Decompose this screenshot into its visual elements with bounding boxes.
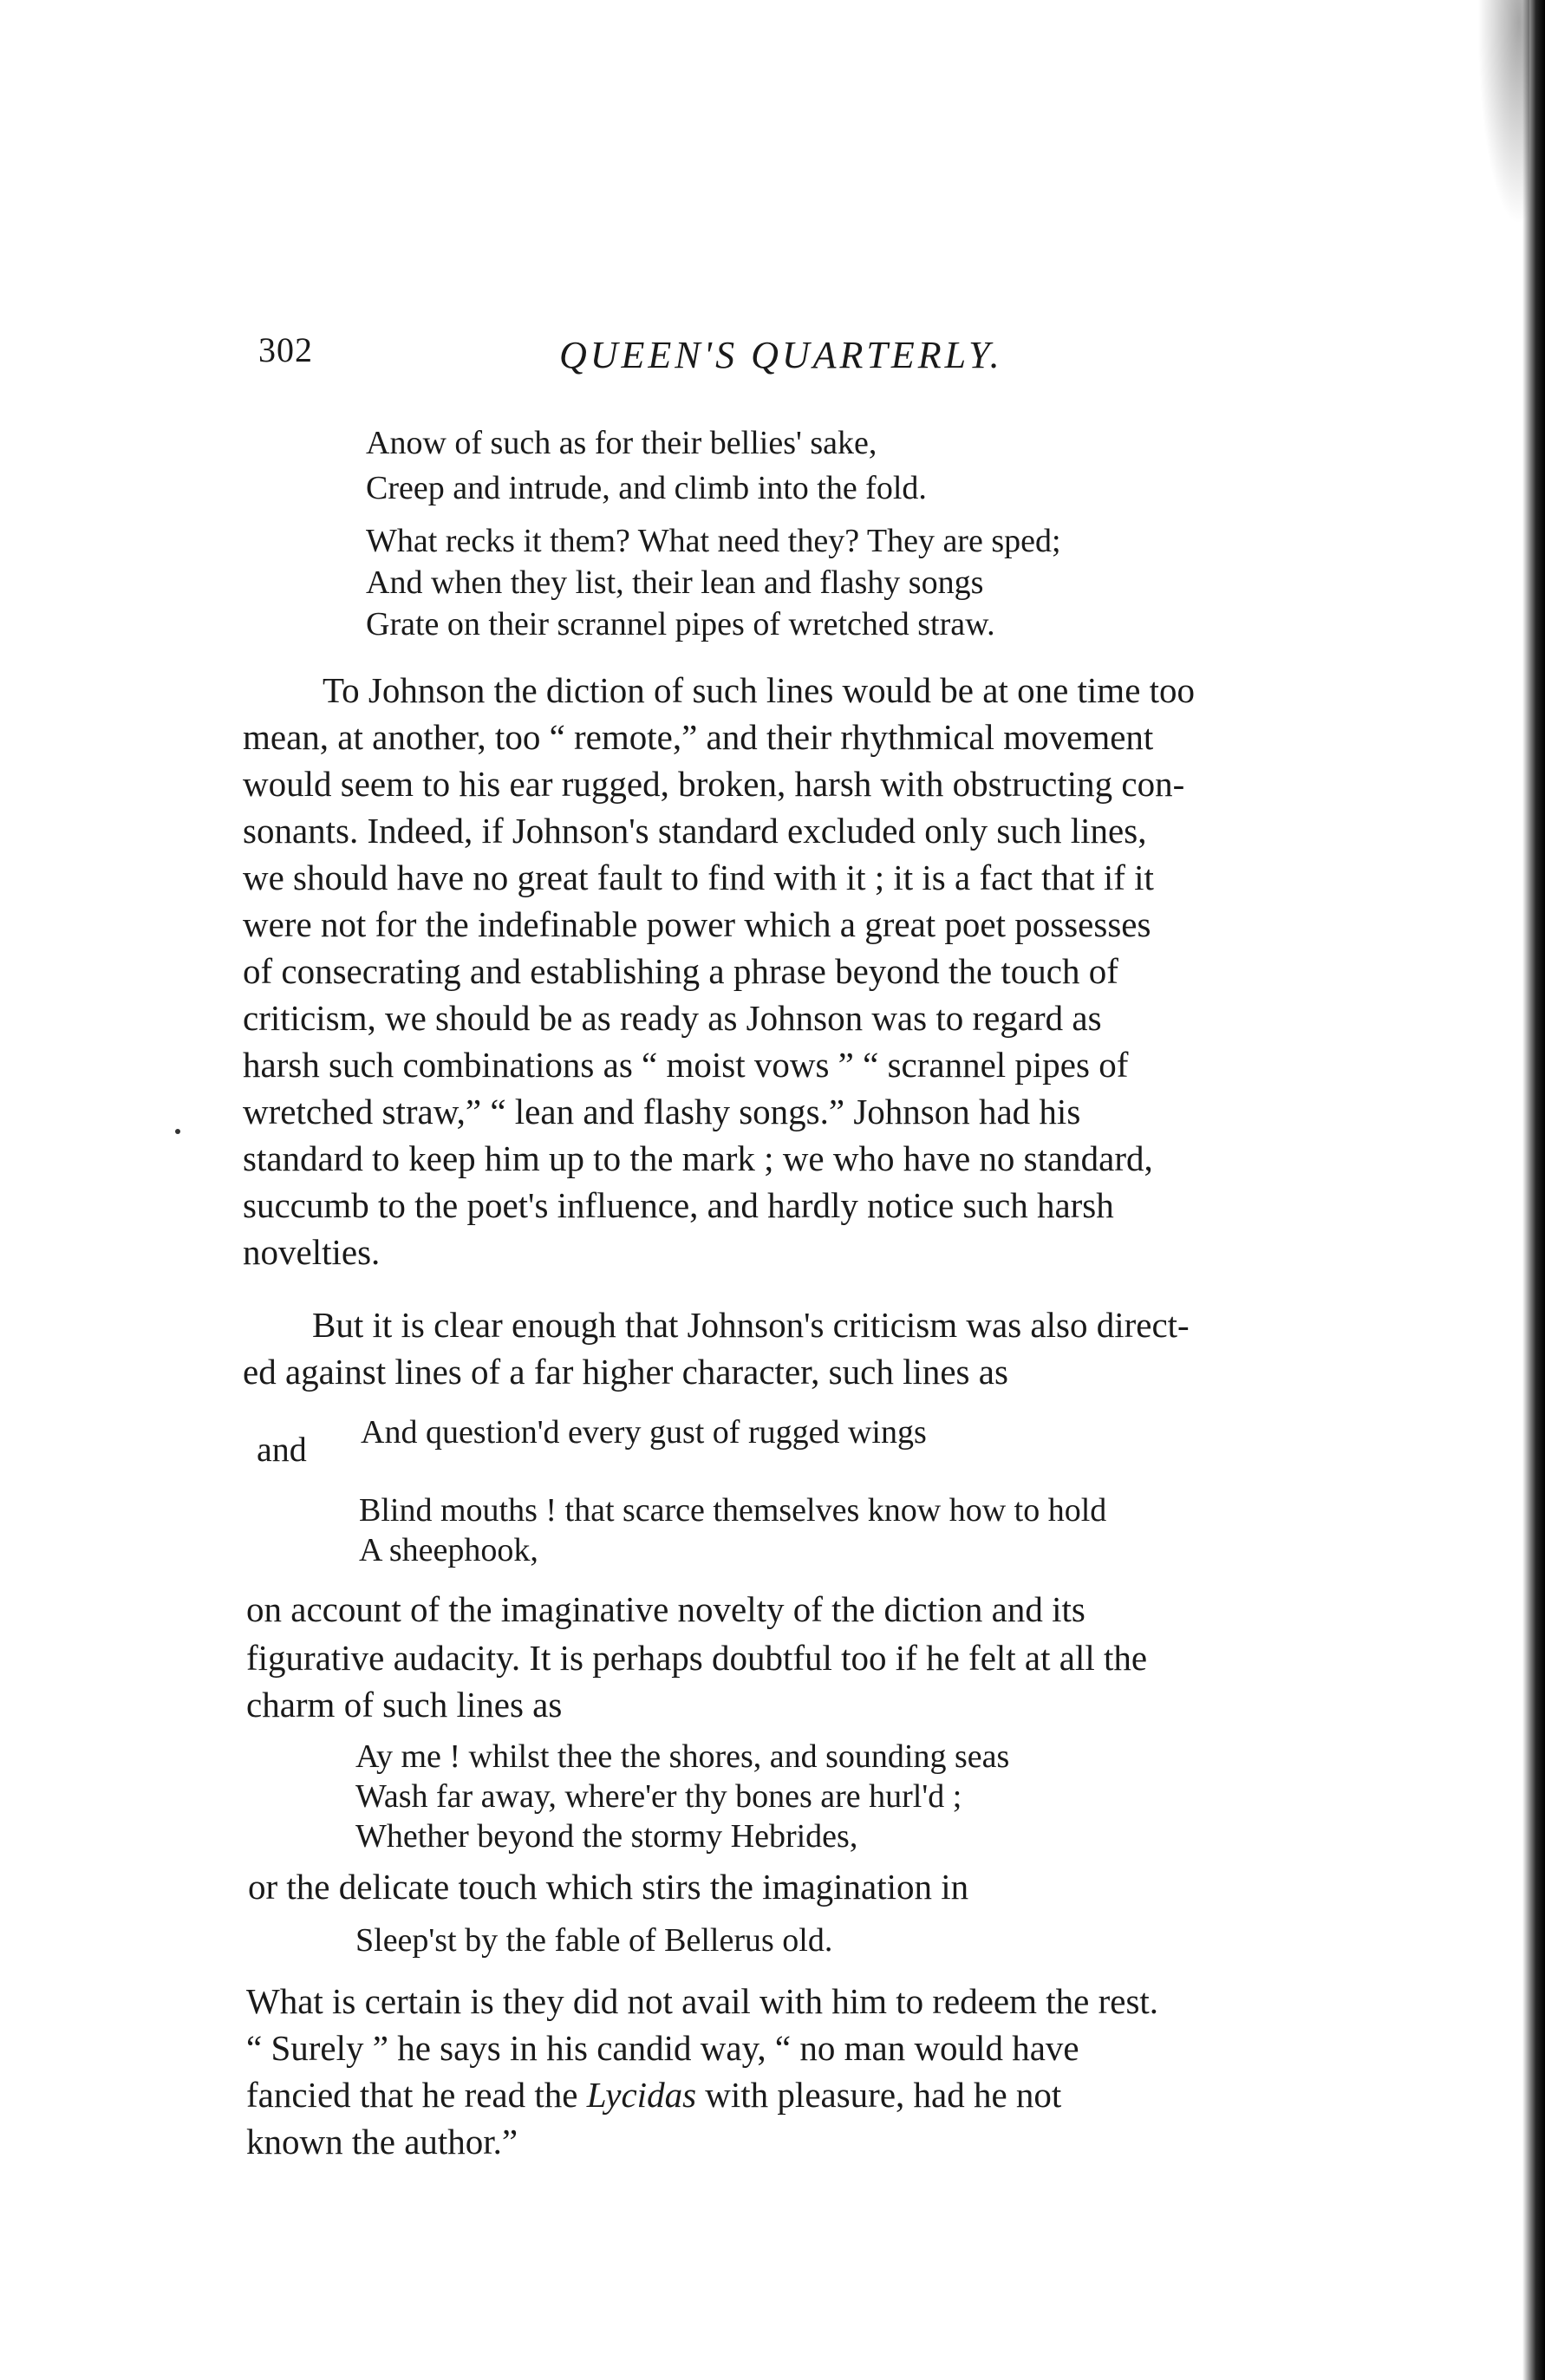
text-run: with pleasure, had he not xyxy=(696,2075,1062,2115)
page-edge-speckle xyxy=(1477,0,1529,225)
verse-line: Blind mouths ! that scarce themselves know how to hold xyxy=(359,1492,1107,1529)
paragraph-line: harsh such combinations as “ moist vows ” “ scrannel pipes of xyxy=(243,1045,1129,1085)
paragraph-line: criticism, we should be as ready as Johnson was to regard as xyxy=(243,998,1102,1038)
verse-line: A sheephook, xyxy=(359,1532,538,1568)
verse-line: And when they list, their lean and flashy songs xyxy=(366,564,984,601)
paragraph-line: succumb to the poet's influence, and hardly notice such harsh xyxy=(243,1185,1114,1225)
verse-line: Anow of such as for their bellies' sake, xyxy=(366,425,877,461)
paragraph-line: we should have no great fault to find with it ; it is a fact that if it xyxy=(243,857,1154,897)
italic-title: Lycidas xyxy=(586,2075,697,2115)
paragraph-line: or the delicate touch which stirs the imagination in xyxy=(248,1867,969,1907)
paragraph-line: standard to keep him up to the mark ; we who have no standard, xyxy=(243,1138,1153,1178)
verse-line: Creep and intrude, and climb into the fold. xyxy=(366,470,927,506)
paragraph-line: What is certain is they did not avail with him to redeem the rest. xyxy=(246,1981,1159,2021)
verse-line: Sleep'st by the fable of Bellerus old. xyxy=(355,1922,833,1959)
paragraph-line-with-italic xyxy=(246,2072,1061,2117)
paragraph-line: To Johnson the diction of such lines would be at one time too xyxy=(323,670,1196,710)
paragraph-line: figurative audacity. It is perhaps doubtful too if he felt at all the xyxy=(246,1638,1148,1678)
paragraph-line: “ Surely ” he says in his candid way, “ no man would have xyxy=(246,2028,1079,2068)
verse-line: And question'd every gust of rugged wings xyxy=(361,1414,927,1451)
running-title: QUEEN'S QUARTERLY. xyxy=(559,334,1003,376)
paragraph-line: were not for the indefinable power which a great poet possesses xyxy=(243,904,1151,944)
paragraph-line: mean, at another, too “ remote,” and their rhythmical movement xyxy=(243,717,1154,757)
page-number: 302 xyxy=(258,330,313,369)
ink-speck xyxy=(175,1129,180,1134)
paragraph-line: would seem to his ear rugged, broken, harsh with obstructing con- xyxy=(243,764,1185,804)
paragraph-line: ed against lines of a far higher character, such lines as xyxy=(243,1352,1008,1392)
text-run: fancied that he read the xyxy=(246,2075,587,2115)
connective-and: and xyxy=(257,1430,307,1469)
verse-line: Grate on their scrannel pipes of wretched straw. xyxy=(366,606,995,642)
paragraph-line: known the author.” xyxy=(246,2122,518,2162)
verse-line: Ay me ! whilst thee the shores, and sounding seas xyxy=(355,1738,1010,1775)
page-header xyxy=(0,329,1545,390)
paragraph-line: sonants. Indeed, if Johnson's standard excluded only such lines, xyxy=(243,811,1147,851)
verse-line: Whether beyond the stormy Hebrides, xyxy=(355,1818,858,1855)
paragraph-line: But it is clear enough that Johnson's criticism was also direct- xyxy=(312,1305,1190,1345)
paragraph-line: charm of such lines as xyxy=(246,1685,563,1725)
paragraph-line: wretched straw,” “ lean and flashy songs.” Johnson had his xyxy=(243,1092,1081,1131)
paragraph-line: novelties. xyxy=(243,1232,381,1272)
paragraph-line: on account of the imaginative novelty of the diction and its xyxy=(246,1589,1085,1629)
paragraph-line: of consecrating and establishing a phrase beyond the touch of xyxy=(243,951,1118,991)
verse-line: Wash far away, where'er thy bones are hurl'd ; xyxy=(355,1778,962,1815)
verse-line: What recks it them? What need they? They are sped; xyxy=(366,523,1061,559)
